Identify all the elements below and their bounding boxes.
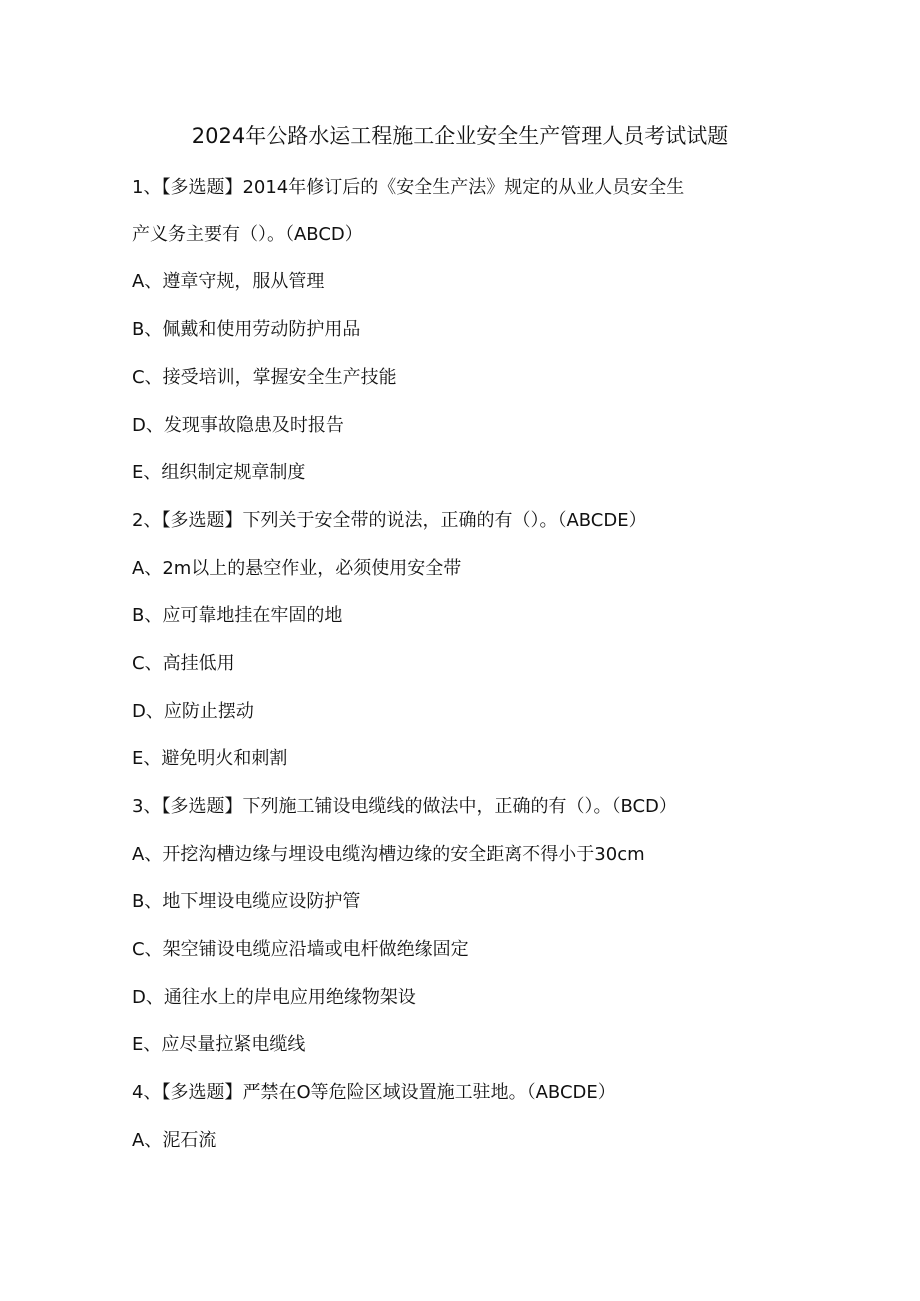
question-1-option-a: A、遵章守规，服从管理 [132, 271, 325, 292]
question-2-option-d: D、应防止摆动 [132, 701, 254, 722]
question-2-option-c: C、高挂低用 [132, 653, 235, 674]
document-title: 2024年公路水运工程施工企业安全生产管理人员考试试题 [191, 124, 729, 148]
question-2-option-e: E、避免明火和刺割 [132, 748, 288, 769]
question-1-text-line-2: 产义务主要有（）。（ABCD） [132, 224, 363, 245]
question-3-option-e: E、应尽量拉紧电缆线 [132, 1034, 306, 1055]
question-1-option-c: C、接受培训，掌握安全生产技能 [132, 367, 397, 388]
question-1-option-d: D、发现事故隐患及时报告 [132, 415, 344, 436]
question-1-text-line-1: 1、【多选题】2014年修订后的《安全生产法》规定的从业人员安全生 [132, 177, 685, 198]
question-3-option-c: C、架空铺设电缆应沿墙或电杆做绝缘固定 [132, 939, 469, 960]
question-3-option-b: B、地下埋设电缆应设防护管 [132, 891, 361, 912]
question-2-option-b: B、应可靠地挂在牢固的地 [132, 605, 343, 626]
question-3-option-a: A、开挖沟槽边缘与埋设电缆沟槽边缘的安全距离不得小于30cm [132, 844, 645, 865]
question-3-option-d: D、通往水上的岸电应用绝缘物架设 [132, 987, 416, 1008]
question-4-option-a: A、泥石流 [132, 1130, 217, 1151]
question-1-option-b: B、佩戴和使用劳动防护用品 [132, 319, 361, 340]
question-3-text: 3、【多选题】下列施工铺设电缆线的做法中，正确的有（）。（BCD） [132, 796, 677, 817]
question-1-option-e: E、组织制定规章制度 [132, 462, 306, 483]
question-4-text: 4、【多选题】严禁在O等危险区域设置施工驻地。（ABCDE） [132, 1082, 616, 1103]
question-2-text: 2、【多选题】下列关于安全带的说法，正确的有（）。（ABCDE） [132, 510, 647, 531]
question-2-option-a: A、2m以上的悬空作业，必须使用安全带 [132, 558, 462, 579]
